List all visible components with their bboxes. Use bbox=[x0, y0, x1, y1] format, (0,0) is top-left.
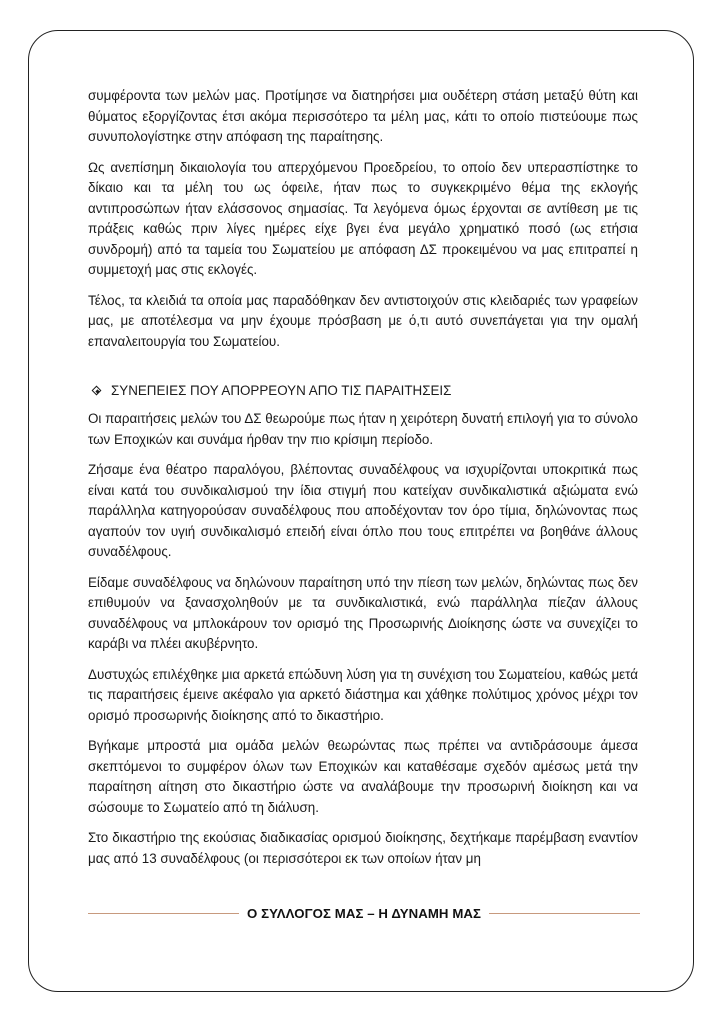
paragraph-colleagues-resign: Είδαμε συναδέλφους να δηλώνουν παραίτηση υπό την πίεση των μελών, δηλώντας πως δεν επιθυμούν να ξανασχοληθούν με τα συνδικαλιστικά, ενώ παράλληλα πίεζαν άλλους συναδέλφους να μπλοκάρουν τον ορισμό της Προσωρινής Διοίκησης ώστε να συνεχίζει το καράβι να πλέει ακυβέρνητο. bbox=[88, 574, 638, 651]
footer-title: Ο ΣΥΛΛΟΓΟΣ ΜΑΣ – Η ΔΥΝΑΜΗ ΜΑΣ bbox=[246, 906, 482, 921]
paragraph-painful-solution: Δυστυχώς επιλέχθηκε μια αρκετά επώδυνη λύση για τη συνέχιση του Σωματείου, καθώς μετά τις παραιτήσεις έμεινε ακέφαλο για αρκετό διάστημα και χάθηκε πολύτιμος χρόνος μέχρι τον ορισμό προσωρινής διοίκησης από το δικαστήριο. bbox=[88, 666, 638, 723]
paragraph-theatre-of-absurd: Ζήσαμε ένα θέατρο παραλόγου, βλέποντας συναδέλφους να ισχυρίζονται υποκριτικά πως είναι κατά του συνδικαλισμού την ίδια στιγμή που κατείχαν συνδικαλιστικά αξιώματα ενώ παράλληλα κατηγορούσαν συναδέλφους που αποδέχονταν τον όρο τίμια, δηλώνοντας πως αγαπούν τον υγιή συνδικαλισμό επειδή είναι όπλο που τους επιτρέπει να βοηθάνε άλλους συναδέλφους. bbox=[88, 462, 638, 559]
page-footer bbox=[88, 906, 640, 921]
paragraph-neutral-stance: συμφέροντα των μελών μας. Προτίμησε να διατηρήσει μια ουδέτερη στάση μεταξύ θύτη και θύματος εξοργίζοντας έτσι ακόμα περισσότερο τα μέλη μας, κάτι το οποίο πιστεύουμε πως συνυπολογίστηκε στην απόφαση της παραίτησης. bbox=[88, 88, 638, 144]
section-heading-consequences bbox=[88, 381, 638, 401]
footer-rule-left bbox=[88, 913, 239, 914]
paragraph-resignations: Οι παραιτήσεις μελών του ΔΣ θεωρούμε πως ήταν η χειρότερη δυνατή επιλογή για το σύνολο των Εποχικών και συνάμα ήρθαν την πιο κρίσιμη περίοδο. bbox=[88, 411, 638, 447]
paragraph-unofficial-excuse: Ως ανεπίσημη δικαιολογία του απερχόμενου Προεδρείου, το οποίο δεν υπερασπίστηκε το δίκαιο και τα μέλη του ως όφειλε, ήταν πως το συγκεκριμένο θέμα της εκλογής αντιπροσώπων ήταν ελάσσονος σημασίας. Τα λεγόμενα όμως έρχονται σε αντίθεση με τις πράξεις καθώς πριν λίγες ημέρες είχε βγει ένα μεγάλο χρηματικό ποσό (ως ετήσια συνδρομή) από τα ταμεία του Σωματείου με απόφαση ΔΣ προκειμένου να μας επιτραπεί η συμμετοχή μας στις εκλογές. bbox=[88, 159, 638, 277]
document-body bbox=[88, 86, 638, 879]
paragraph-keys: Τέλος, τα κλειδιά τα οποία μας παραδόθηκαν δεν αντιστοιχούν στις κλειδαριές των γραφείων μας, με αποτέλεσμα να μην έχουμε πρόσβαση με ό,τι αυτό συνεπάγεται για την ομαλή επαναλειτουργία του Σωματείου. bbox=[88, 292, 638, 349]
section-heading-text: ΣΥΝΕΠΕΙΕΣ ΠΟΥ ΑΠΟΡΡΕΟΥΝ ΑΠΟ ΤΙΣ ΠΑΡΑΙΤΗΣΕΙΣ bbox=[111, 383, 452, 398]
footer-rule-right bbox=[489, 913, 640, 914]
paragraph-members-stepped-forward: Βγήκαμε μπροστά μια ομάδα μελών θεωρώντας πως πρέπει να αντιδράσουμε άμεσα σκεπτόμενοι το συμφέρον όλων των Εποχικών και καταθέσαμε σχεδόν αμέσως μετά την παραίτηση αίτηση στο δικαστήριο ώστε να αναλάβουμε την προσωρινή διοίκηση και να σώσουμε το Σωματείο από τη διάλυση. bbox=[88, 738, 638, 815]
paragraph-court: Στο δικαστήριο της εκούσιας διαδικασίας ορισμού διοίκησης, δεχτήκαμε παρέμβαση εναντίον μας από 13 συναδέλφους (οι περισσότεροι εκ των οποίων ήταν μη bbox=[88, 830, 638, 866]
diamond-bullet-icon bbox=[91, 385, 103, 397]
